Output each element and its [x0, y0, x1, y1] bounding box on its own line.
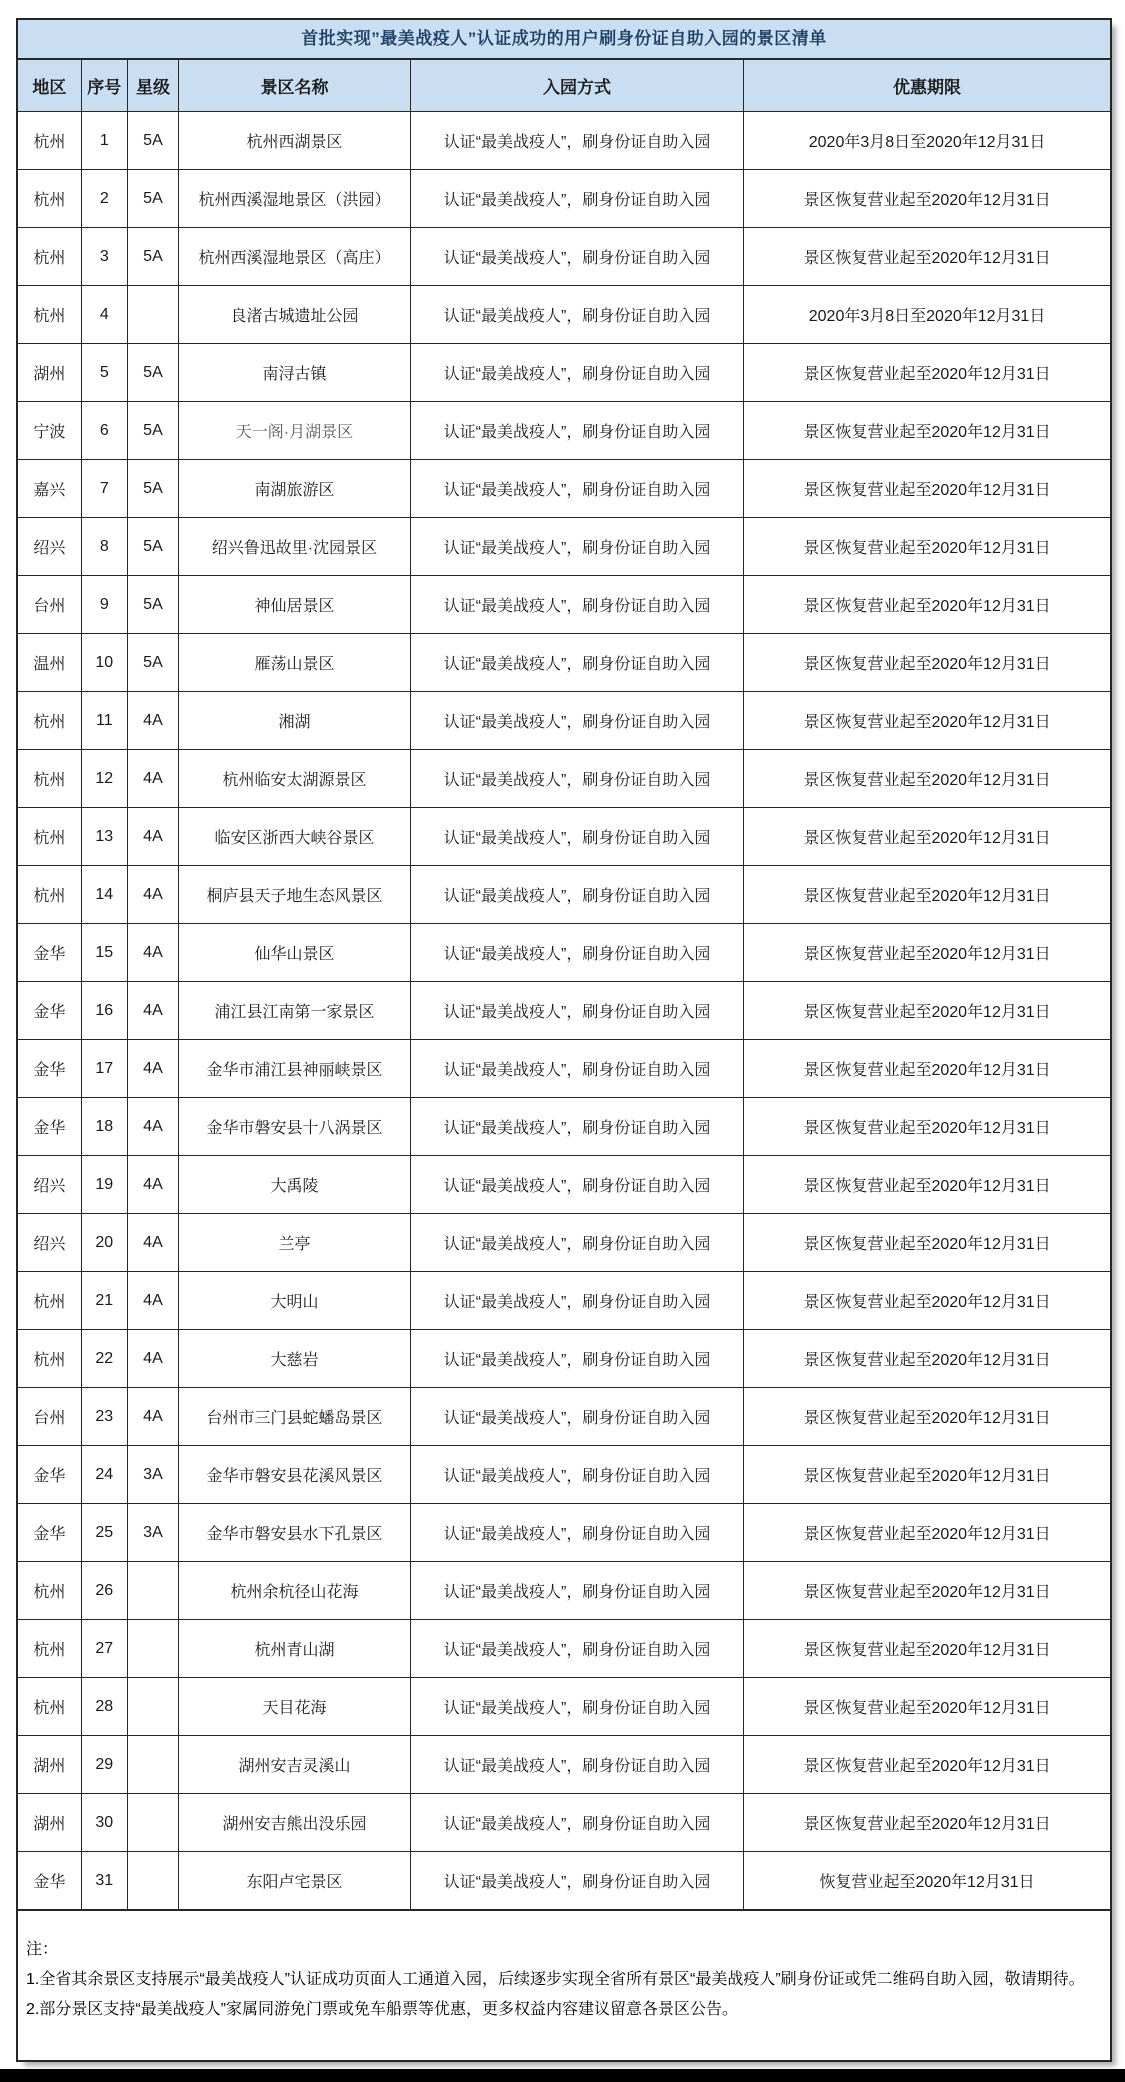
- column-header-4: 入园方式: [410, 60, 743, 112]
- cell-entry: 认证“最美战疫人”，刷身份证自助入园: [410, 634, 743, 692]
- column-header-2: 星级: [127, 60, 178, 112]
- table-row: [18, 1794, 1110, 1852]
- cell-star: 4A: [127, 924, 178, 982]
- cell-region: 绍兴: [18, 518, 81, 576]
- cell-name: 杭州余杭径山花海: [179, 1562, 411, 1620]
- cell-star: 5A: [127, 402, 178, 460]
- cell-region: 杭州: [18, 866, 81, 924]
- cell-no: 22: [81, 1330, 127, 1388]
- notes-label: 注：: [26, 1941, 59, 1958]
- cell-no: 23: [81, 1388, 127, 1446]
- cell-star: 5A: [127, 460, 178, 518]
- table-row: [18, 1620, 1110, 1678]
- cell-no: 24: [81, 1446, 127, 1504]
- table-row: [18, 228, 1110, 286]
- cell-region: 金华: [18, 982, 81, 1040]
- cell-name: 东阳卢宅景区: [179, 1852, 411, 1910]
- cell-star: 4A: [127, 1272, 178, 1330]
- cell-entry: 认证“最美战疫人”，刷身份证自助入园: [410, 808, 743, 866]
- cell-star: 4A: [127, 1214, 178, 1272]
- column-header-5: 优惠期限: [744, 60, 1110, 112]
- cell-region: 绍兴: [18, 1156, 81, 1214]
- cell-no: 5: [81, 344, 127, 402]
- cell-entry: 认证“最美战疫人”，刷身份证自助入园: [410, 1214, 743, 1272]
- cell-star: 5A: [127, 344, 178, 402]
- cell-entry: 认证“最美战疫人”，刷身份证自助入园: [410, 924, 743, 982]
- cell-no: 18: [81, 1098, 127, 1156]
- cell-period: 景区恢复营业起至2020年12月31日: [744, 866, 1110, 924]
- cell-name: 南浔古镇: [179, 344, 411, 402]
- cell-no: 8: [81, 518, 127, 576]
- cell-period: 景区恢复营业起至2020年12月31日: [744, 1562, 1110, 1620]
- cell-no: 13: [81, 808, 127, 866]
- cell-period: 景区恢复营业起至2020年12月31日: [744, 576, 1110, 634]
- table-row: [18, 1272, 1110, 1330]
- table-row: [18, 750, 1110, 808]
- cell-entry: 认证“最美战疫人”，刷身份证自助入园: [410, 1678, 743, 1736]
- cell-period: 景区恢复营业起至2020年12月31日: [744, 982, 1110, 1040]
- notes-section: [18, 1910, 1110, 2060]
- cell-no: 26: [81, 1562, 127, 1620]
- cell-star: [127, 1794, 178, 1852]
- cell-period: 景区恢复营业起至2020年12月31日: [744, 402, 1110, 460]
- cell-star: [127, 1678, 178, 1736]
- cell-star: 4A: [127, 1156, 178, 1214]
- cell-name: 良渚古城遗址公园: [179, 286, 411, 344]
- cell-name: 天目花海: [179, 1678, 411, 1736]
- cell-no: 31: [81, 1852, 127, 1910]
- cell-star: 5A: [127, 576, 178, 634]
- cell-no: 11: [81, 692, 127, 750]
- table-row: [18, 460, 1110, 518]
- cell-entry: 认证“最美战疫人”，刷身份证自助入园: [410, 170, 743, 228]
- table-row: [18, 402, 1110, 460]
- cell-star: 4A: [127, 692, 178, 750]
- cell-star: [127, 1562, 178, 1620]
- cell-period: 景区恢复营业起至2020年12月31日: [744, 1040, 1110, 1098]
- table-row: [18, 112, 1110, 170]
- table-row: [18, 344, 1110, 402]
- cell-period: 景区恢复营业起至2020年12月31日: [744, 1098, 1110, 1156]
- cell-star: [127, 286, 178, 344]
- cell-no: 2: [81, 170, 127, 228]
- cell-region: 杭州: [18, 1678, 81, 1736]
- cell-region: 湖州: [18, 1736, 81, 1794]
- table-row: [18, 1098, 1110, 1156]
- cell-star: 4A: [127, 1040, 178, 1098]
- cell-name: 金华市磐安县花溪风景区: [179, 1446, 411, 1504]
- cell-entry: 认证“最美战疫人”，刷身份证自助入园: [410, 344, 743, 402]
- bottom-black-bar: [0, 2069, 1125, 2082]
- cell-name: 杭州西湖景区: [179, 112, 411, 170]
- cell-no: 6: [81, 402, 127, 460]
- cell-period: 景区恢复营业起至2020年12月31日: [744, 228, 1110, 286]
- cell-period: 景区恢复营业起至2020年12月31日: [744, 1504, 1110, 1562]
- header-row: [18, 60, 1110, 112]
- cell-period: 2020年3月8日至2020年12月31日: [744, 112, 1110, 170]
- cell-no: 21: [81, 1272, 127, 1330]
- cell-period: 景区恢复营业起至2020年12月31日: [744, 1446, 1110, 1504]
- column-header-1: 序号: [81, 60, 127, 112]
- column-header-3: 景区名称: [179, 60, 411, 112]
- cell-name: 绍兴鲁迅故里·沈园景区: [179, 518, 411, 576]
- cell-entry: 认证“最美战疫人”，刷身份证自助入园: [410, 1388, 743, 1446]
- cell-no: 7: [81, 460, 127, 518]
- column-header-0: 地区: [18, 60, 81, 112]
- cell-entry: 认证“最美战疫人”，刷身份证自助入园: [410, 1562, 743, 1620]
- table-row: [18, 286, 1110, 344]
- cell-period: 2020年3月8日至2020年12月31日: [744, 286, 1110, 344]
- cell-region: 杭州: [18, 808, 81, 866]
- cell-entry: 认证“最美战疫人”，刷身份证自助入园: [410, 750, 743, 808]
- cell-period: 景区恢复营业起至2020年12月31日: [744, 1620, 1110, 1678]
- cell-period: 景区恢复营业起至2020年12月31日: [744, 750, 1110, 808]
- cell-no: 19: [81, 1156, 127, 1214]
- cell-region: 嘉兴: [18, 460, 81, 518]
- cell-period: 景区恢复营业起至2020年12月31日: [744, 1736, 1110, 1794]
- cell-region: 台州: [18, 576, 81, 634]
- cell-period: 恢复营业起至2020年12月31日: [744, 1852, 1110, 1910]
- cell-star: 4A: [127, 1098, 178, 1156]
- cell-entry: 认证“最美战疫人”，刷身份证自助入园: [410, 112, 743, 170]
- note-item-2: 2.部分景区支持“最美战疫人”家属同游免门票或免车船票等优惠，更多权益内容建议留意各景区公告。: [26, 2001, 739, 2018]
- cell-period: 景区恢复营业起至2020年12月31日: [744, 1156, 1110, 1214]
- cell-entry: 认证“最美战疫人”，刷身份证自助入园: [410, 1272, 743, 1330]
- note-item-1: 1.全省其余景区支持展示“最美战疫人”认证成功页面人工通道入园，后续逐步实现全省所有景区“最美战疫人”刷身份证或凭二维码自助入园，敬请期待。: [26, 1971, 1085, 1988]
- cell-period: 景区恢复营业起至2020年12月31日: [744, 1678, 1110, 1736]
- scenic-area-table: [18, 59, 1110, 1910]
- cell-entry: 认证“最美战疫人”，刷身份证自助入园: [410, 460, 743, 518]
- table-row: [18, 634, 1110, 692]
- table-row: [18, 1678, 1110, 1736]
- cell-entry: 认证“最美战疫人”，刷身份证自助入园: [410, 1040, 743, 1098]
- cell-name: 金华市磐安县十八涡景区: [179, 1098, 411, 1156]
- cell-region: 宁波: [18, 402, 81, 460]
- cell-star: [127, 1852, 178, 1910]
- cell-no: 17: [81, 1040, 127, 1098]
- cell-star: 4A: [127, 808, 178, 866]
- cell-period: 景区恢复营业起至2020年12月31日: [744, 460, 1110, 518]
- table-row: [18, 1562, 1110, 1620]
- cell-name: 金华市磐安县水下孔景区: [179, 1504, 411, 1562]
- cell-name: 浦江县江南第一家景区: [179, 982, 411, 1040]
- cell-period: 景区恢复营业起至2020年12月31日: [744, 518, 1110, 576]
- cell-region: 杭州: [18, 228, 81, 286]
- table-row: [18, 866, 1110, 924]
- cell-period: 景区恢复营业起至2020年12月31日: [744, 1214, 1110, 1272]
- table-row: [18, 1330, 1110, 1388]
- cell-region: 金华: [18, 1504, 81, 1562]
- cell-no: 25: [81, 1504, 127, 1562]
- cell-name: 神仙居景区: [179, 576, 411, 634]
- cell-entry: 认证“最美战疫人”，刷身份证自助入园: [410, 1736, 743, 1794]
- cell-no: 15: [81, 924, 127, 982]
- cell-name: 南湖旅游区: [179, 460, 411, 518]
- cell-name: 天一阁·月湖景区: [179, 402, 411, 460]
- cell-entry: 认证“最美战疫人”，刷身份证自助入园: [410, 1446, 743, 1504]
- cell-entry: 认证“最美战疫人”，刷身份证自助入园: [410, 1620, 743, 1678]
- cell-no: 14: [81, 866, 127, 924]
- cell-entry: 认证“最美战疫人”，刷身份证自助入园: [410, 576, 743, 634]
- table-row: [18, 576, 1110, 634]
- cell-region: 杭州: [18, 1330, 81, 1388]
- table-row: [18, 1156, 1110, 1214]
- cell-no: 16: [81, 982, 127, 1040]
- cell-star: 5A: [127, 112, 178, 170]
- cell-no: 20: [81, 1214, 127, 1272]
- cell-star: 4A: [127, 1330, 178, 1388]
- cell-name: 杭州西溪湿地景区（洪园）: [179, 170, 411, 228]
- cell-name: 大慈岩: [179, 1330, 411, 1388]
- cell-no: 4: [81, 286, 127, 344]
- table-row: [18, 1852, 1110, 1910]
- cell-entry: 认证“最美战疫人”，刷身份证自助入园: [410, 1794, 743, 1852]
- cell-period: 景区恢复营业起至2020年12月31日: [744, 808, 1110, 866]
- cell-region: 绍兴: [18, 1214, 81, 1272]
- cell-region: 金华: [18, 1040, 81, 1098]
- cell-entry: 认证“最美战疫人”，刷身份证自助入园: [410, 286, 743, 344]
- cell-region: 金华: [18, 924, 81, 982]
- table-row: [18, 1736, 1110, 1794]
- cell-entry: 认证“最美战疫人”，刷身份证自助入园: [410, 866, 743, 924]
- cell-no: 9: [81, 576, 127, 634]
- cell-no: 27: [81, 1620, 127, 1678]
- cell-name: 桐庐县天子地生态风景区: [179, 866, 411, 924]
- cell-entry: 认证“最美战疫人”，刷身份证自助入园: [410, 1852, 743, 1910]
- cell-region: 金华: [18, 1852, 81, 1910]
- cell-no: 1: [81, 112, 127, 170]
- cell-region: 杭州: [18, 170, 81, 228]
- cell-star: 5A: [127, 634, 178, 692]
- cell-region: 杭州: [18, 692, 81, 750]
- cell-entry: 认证“最美战疫人”，刷身份证自助入园: [410, 1156, 743, 1214]
- cell-region: 金华: [18, 1446, 81, 1504]
- cell-name: 雁荡山景区: [179, 634, 411, 692]
- cell-name: 大禹陵: [179, 1156, 411, 1214]
- cell-star: 4A: [127, 750, 178, 808]
- cell-star: 3A: [127, 1504, 178, 1562]
- cell-name: 临安区浙西大峡谷景区: [179, 808, 411, 866]
- cell-name: 台州市三门县蛇蟠岛景区: [179, 1388, 411, 1446]
- cell-region: 杭州: [18, 750, 81, 808]
- cell-name: 杭州西溪湿地景区（高庄）: [179, 228, 411, 286]
- cell-star: 5A: [127, 170, 178, 228]
- table-row: [18, 1214, 1110, 1272]
- table-row: [18, 170, 1110, 228]
- cell-entry: 认证“最美战疫人”，刷身份证自助入园: [410, 518, 743, 576]
- table-row: [18, 518, 1110, 576]
- cell-name: 杭州青山湖: [179, 1620, 411, 1678]
- cell-no: 28: [81, 1678, 127, 1736]
- table-row: [18, 982, 1110, 1040]
- cell-name: 湖州安吉熊出没乐园: [179, 1794, 411, 1852]
- cell-entry: 认证“最美战疫人”，刷身份证自助入园: [410, 1098, 743, 1156]
- cell-period: 景区恢复营业起至2020年12月31日: [744, 344, 1110, 402]
- cell-region: 台州: [18, 1388, 81, 1446]
- table-row: [18, 808, 1110, 866]
- table-row: [18, 1040, 1110, 1098]
- table-row: [18, 1504, 1110, 1562]
- table-row: [18, 1446, 1110, 1504]
- cell-period: 景区恢复营业起至2020年12月31日: [744, 1272, 1110, 1330]
- cell-region: 杭州: [18, 1272, 81, 1330]
- cell-star: 4A: [127, 866, 178, 924]
- cell-name: 湘湖: [179, 692, 411, 750]
- cell-no: 30: [81, 1794, 127, 1852]
- cell-period: 景区恢复营业起至2020年12月31日: [744, 1794, 1110, 1852]
- cell-period: 景区恢复营业起至2020年12月31日: [744, 1388, 1110, 1446]
- cell-region: 杭州: [18, 286, 81, 344]
- cell-entry: 认证“最美战疫人”，刷身份证自助入园: [410, 692, 743, 750]
- table-row: [18, 1388, 1110, 1446]
- notes-list: [26, 1965, 1096, 2025]
- cell-period: 景区恢复营业起至2020年12月31日: [744, 1330, 1110, 1388]
- cell-entry: 认证“最美战疫人”，刷身份证自助入园: [410, 402, 743, 460]
- cell-name: 金华市浦江县神丽峡景区: [179, 1040, 411, 1098]
- cell-star: 4A: [127, 982, 178, 1040]
- cell-region: 湖州: [18, 344, 81, 402]
- cell-star: 5A: [127, 228, 178, 286]
- cell-region: 杭州: [18, 1562, 81, 1620]
- cell-entry: 认证“最美战疫人”，刷身份证自助入园: [410, 1504, 743, 1562]
- cell-no: 29: [81, 1736, 127, 1794]
- cell-entry: 认证“最美战疫人”，刷身份证自助入园: [410, 228, 743, 286]
- table-row: [18, 692, 1110, 750]
- cell-star: 4A: [127, 1388, 178, 1446]
- cell-no: 12: [81, 750, 127, 808]
- cell-name: 大明山: [179, 1272, 411, 1330]
- table-title: 首批实现”最美战疫人”认证成功的用户刷身份证自助入园的景区清单: [18, 20, 1110, 59]
- cell-region: 杭州: [18, 1620, 81, 1678]
- table-body: [18, 112, 1110, 1910]
- cell-star: [127, 1736, 178, 1794]
- cell-region: 湖州: [18, 1794, 81, 1852]
- cell-region: 金华: [18, 1098, 81, 1156]
- cell-region: 温州: [18, 634, 81, 692]
- cell-name: 杭州临安太湖源景区: [179, 750, 411, 808]
- cell-period: 景区恢复营业起至2020年12月31日: [744, 634, 1110, 692]
- cell-period: 景区恢复营业起至2020年12月31日: [744, 924, 1110, 982]
- cell-entry: 认证“最美战疫人”，刷身份证自助入园: [410, 1330, 743, 1388]
- cell-no: 3: [81, 228, 127, 286]
- cell-no: 10: [81, 634, 127, 692]
- scenic-area-table-sheet: [16, 18, 1112, 2062]
- cell-star: 5A: [127, 518, 178, 576]
- cell-name: 兰亭: [179, 1214, 411, 1272]
- cell-period: 景区恢复营业起至2020年12月31日: [744, 170, 1110, 228]
- cell-name: 湖州安吉灵溪山: [179, 1736, 411, 1794]
- cell-entry: 认证“最美战疫人”，刷身份证自助入园: [410, 982, 743, 1040]
- table-row: [18, 924, 1110, 982]
- cell-star: 3A: [127, 1446, 178, 1504]
- cell-period: 景区恢复营业起至2020年12月31日: [744, 692, 1110, 750]
- cell-name: 仙华山景区: [179, 924, 411, 982]
- cell-region: 杭州: [18, 112, 81, 170]
- cell-star: [127, 1620, 178, 1678]
